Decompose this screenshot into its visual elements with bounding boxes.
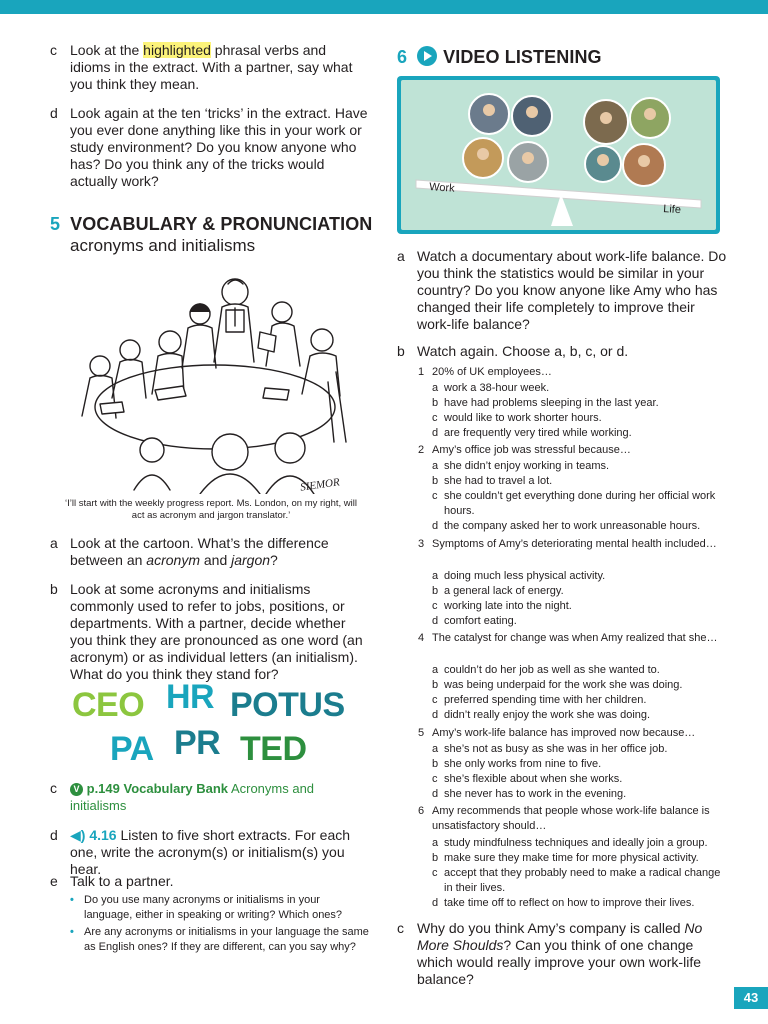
audio-track[interactable]: ◀) 4.16 — [70, 827, 117, 843]
item-text: Why do you think Amy’s company is called No More Shoulds? Can you think of one change which would really improve your own work-life balance? — [417, 920, 703, 987]
vocabulary-bank-icon: V — [70, 783, 83, 796]
section-6-heading — [397, 46, 602, 68]
option-item[interactable]: c would like to work shorter hours. — [432, 412, 602, 424]
item-text: Talk to a partner. — [70, 873, 174, 889]
question-item: 5 Amy’s work-life balance has improved now because… — [418, 727, 696, 739]
audio-icon: ◀) — [70, 827, 86, 843]
option-item[interactable]: a study mindfulness techniques and ideally join a group. — [432, 837, 708, 849]
exercise-5e — [50, 873, 370, 890]
section-number: 6 — [397, 47, 408, 67]
video-thumbnail[interactable] — [397, 76, 720, 234]
exercise-6c — [397, 920, 727, 988]
top-color-bar — [0, 0, 768, 14]
exercise-4c — [50, 42, 370, 93]
bullet-item: • Do you use many acronyms or initialisms in your language, either in speaking or writing? Which ones? — [70, 894, 343, 921]
option-item[interactable]: a couldn’t do her job as well as she wanted to. — [432, 664, 660, 676]
option-item[interactable]: b she only works from nine to five. — [432, 758, 602, 770]
item-text: Look at the cartoon. What’s the difference between an acronym and jargon? — [70, 535, 329, 568]
option-item[interactable]: b was being underpaid for the work she was doing. — [432, 679, 683, 691]
option-item[interactable]: c preferred spending time with her children. — [432, 694, 647, 706]
exercise-5b — [50, 581, 370, 683]
work-label: Work — [428, 181, 456, 195]
exercise-5c — [50, 780, 370, 814]
exercise-6b — [397, 343, 727, 360]
exercise-4d — [50, 105, 370, 190]
life-label: Life — [662, 203, 682, 217]
question-item: 6 Amy recommends that people whose work-life balance is unsatisfactory should… — [418, 805, 710, 832]
highlighted-word: highlighted — [143, 42, 211, 58]
option-item[interactable]: b she had to travel a lot. — [432, 475, 553, 487]
question-item: 3 Symptoms of Amy’s deteriorating mental health included… — [418, 538, 717, 550]
option-item[interactable]: c working late into the night. — [432, 600, 572, 612]
option-item[interactable]: c she’s flexible about when she works. — [432, 773, 623, 785]
option-item[interactable]: b a general lack of energy. — [432, 585, 564, 597]
option-item[interactable]: b have had problems sleeping in the last year. — [432, 397, 659, 409]
option-item[interactable]: a she’s not as busy as she was in her office job. — [432, 743, 668, 755]
option-item[interactable]: d take time off to reflect on how to improve their lives. — [432, 897, 695, 909]
acronym-word: CEO — [72, 686, 145, 724]
exercise-5d — [50, 827, 370, 878]
cartoon-caption: ‘I’ll start with the weekly progress report. Ms. London, on my right, will act as acronym and jargon translator.’ — [65, 498, 357, 521]
page-number: 43 — [734, 987, 768, 1009]
section-5-heading — [50, 214, 372, 235]
bullet-item: • Are any acronyms or initialisms in your language the same as English ones? If they are different, can you say why? — [70, 926, 369, 953]
item-letter: c — [397, 920, 404, 936]
item-letter: a — [50, 535, 58, 551]
item-letter: e — [50, 873, 58, 889]
option-item[interactable]: c she couldn’t get everything done during her official work hours. — [432, 490, 716, 517]
meeting-cartoon — [60, 262, 360, 494]
item-text: Watch a documentary about work-life balance. Do you think the statistics would be similar in your country? Do you know anyone like Amy who has changed their life completely to improve their work-life balance? — [417, 248, 727, 332]
exercise-5a — [50, 535, 370, 569]
item-letter: b — [397, 343, 405, 359]
item-letter: b — [50, 581, 58, 597]
option-item[interactable]: b make sure they make time for more physical activity. — [432, 852, 699, 864]
option-item[interactable]: d are frequently very tired while working. — [432, 427, 632, 439]
question-item: 2 Amy’s office job was stressful because… — [418, 444, 631, 456]
option-item[interactable]: d didn’t really enjoy the work she was doing. — [432, 709, 651, 721]
item-letter: c — [50, 780, 57, 796]
option-item[interactable]: a work a 38-hour week. — [432, 382, 550, 394]
section-title: VOCABULARY & PRONUNCIATION — [70, 214, 373, 234]
option-item[interactable]: c accept that they probably need to make a radical change in their lives. — [432, 867, 721, 894]
video-image — [401, 80, 716, 230]
item-text: Look at some acronyms and initialisms commonly used to refer to jobs, positions, or departments. With a partner, decide whether you think they are pronounced as one word (an acronym) or as individual letters (an initialism). What do you think they stand for? — [70, 581, 363, 682]
item-letter: a — [397, 248, 405, 264]
item-letter: c — [50, 42, 57, 58]
question-item: 4 The catalyst for change was when Amy realized that she… — [418, 632, 718, 644]
acronym-word: POTUS — [230, 686, 345, 724]
acronym-word: PA — [110, 730, 154, 768]
option-item[interactable]: d the company asked her to work unreasonable hours. — [432, 520, 701, 532]
item-text: ◀) 4.16 Listen to five short extracts. For each one, write the acronym(s) or initialism(s) you hear. — [70, 827, 351, 877]
option-item[interactable]: d comfort eating. — [432, 615, 517, 627]
acronym-word: PR — [174, 724, 221, 762]
exercise-6a — [397, 248, 727, 333]
acronym-word: TED — [240, 730, 307, 768]
cartoonist-signature: SIEMOR — [299, 476, 341, 494]
option-item[interactable]: a doing much less physical activity. — [432, 570, 606, 582]
vocab-bank-link[interactable]: V p.149 Vocabulary Bank Acronyms and initialisms — [70, 781, 315, 813]
option-item[interactable]: a she didn’t enjoy working in teams. — [432, 460, 610, 472]
item-text: Look again at the ten ‘tricks’ in the extract. Have you ever done anything like this in your work or study environment? Do you know anyone who has? Do you think any of the tricks would actually work? — [70, 105, 368, 189]
acronym-word: HR — [166, 678, 215, 716]
option-item[interactable]: d she never has to work in the evening. — [432, 788, 627, 800]
item-letter: d — [50, 105, 58, 121]
item-letter: d — [50, 827, 58, 843]
section-number: 5 — [50, 214, 61, 234]
work-life-balance-illustration — [401, 80, 716, 230]
question-item: 1 20% of UK employees… — [418, 366, 552, 378]
item-text: Look at the highlighted phrasal verbs and idioms in the extract. With a partner, say what you think they mean. — [70, 42, 353, 92]
bullet-icon: • — [70, 926, 74, 938]
section-subtitle: acronyms and initialisms — [70, 236, 256, 255]
bullet-icon: • — [70, 894, 74, 906]
item-text: Watch again. Choose a, b, c, or d. — [417, 343, 629, 359]
play-icon[interactable] — [417, 46, 437, 66]
section-title: VIDEO LISTENING — [443, 47, 602, 67]
